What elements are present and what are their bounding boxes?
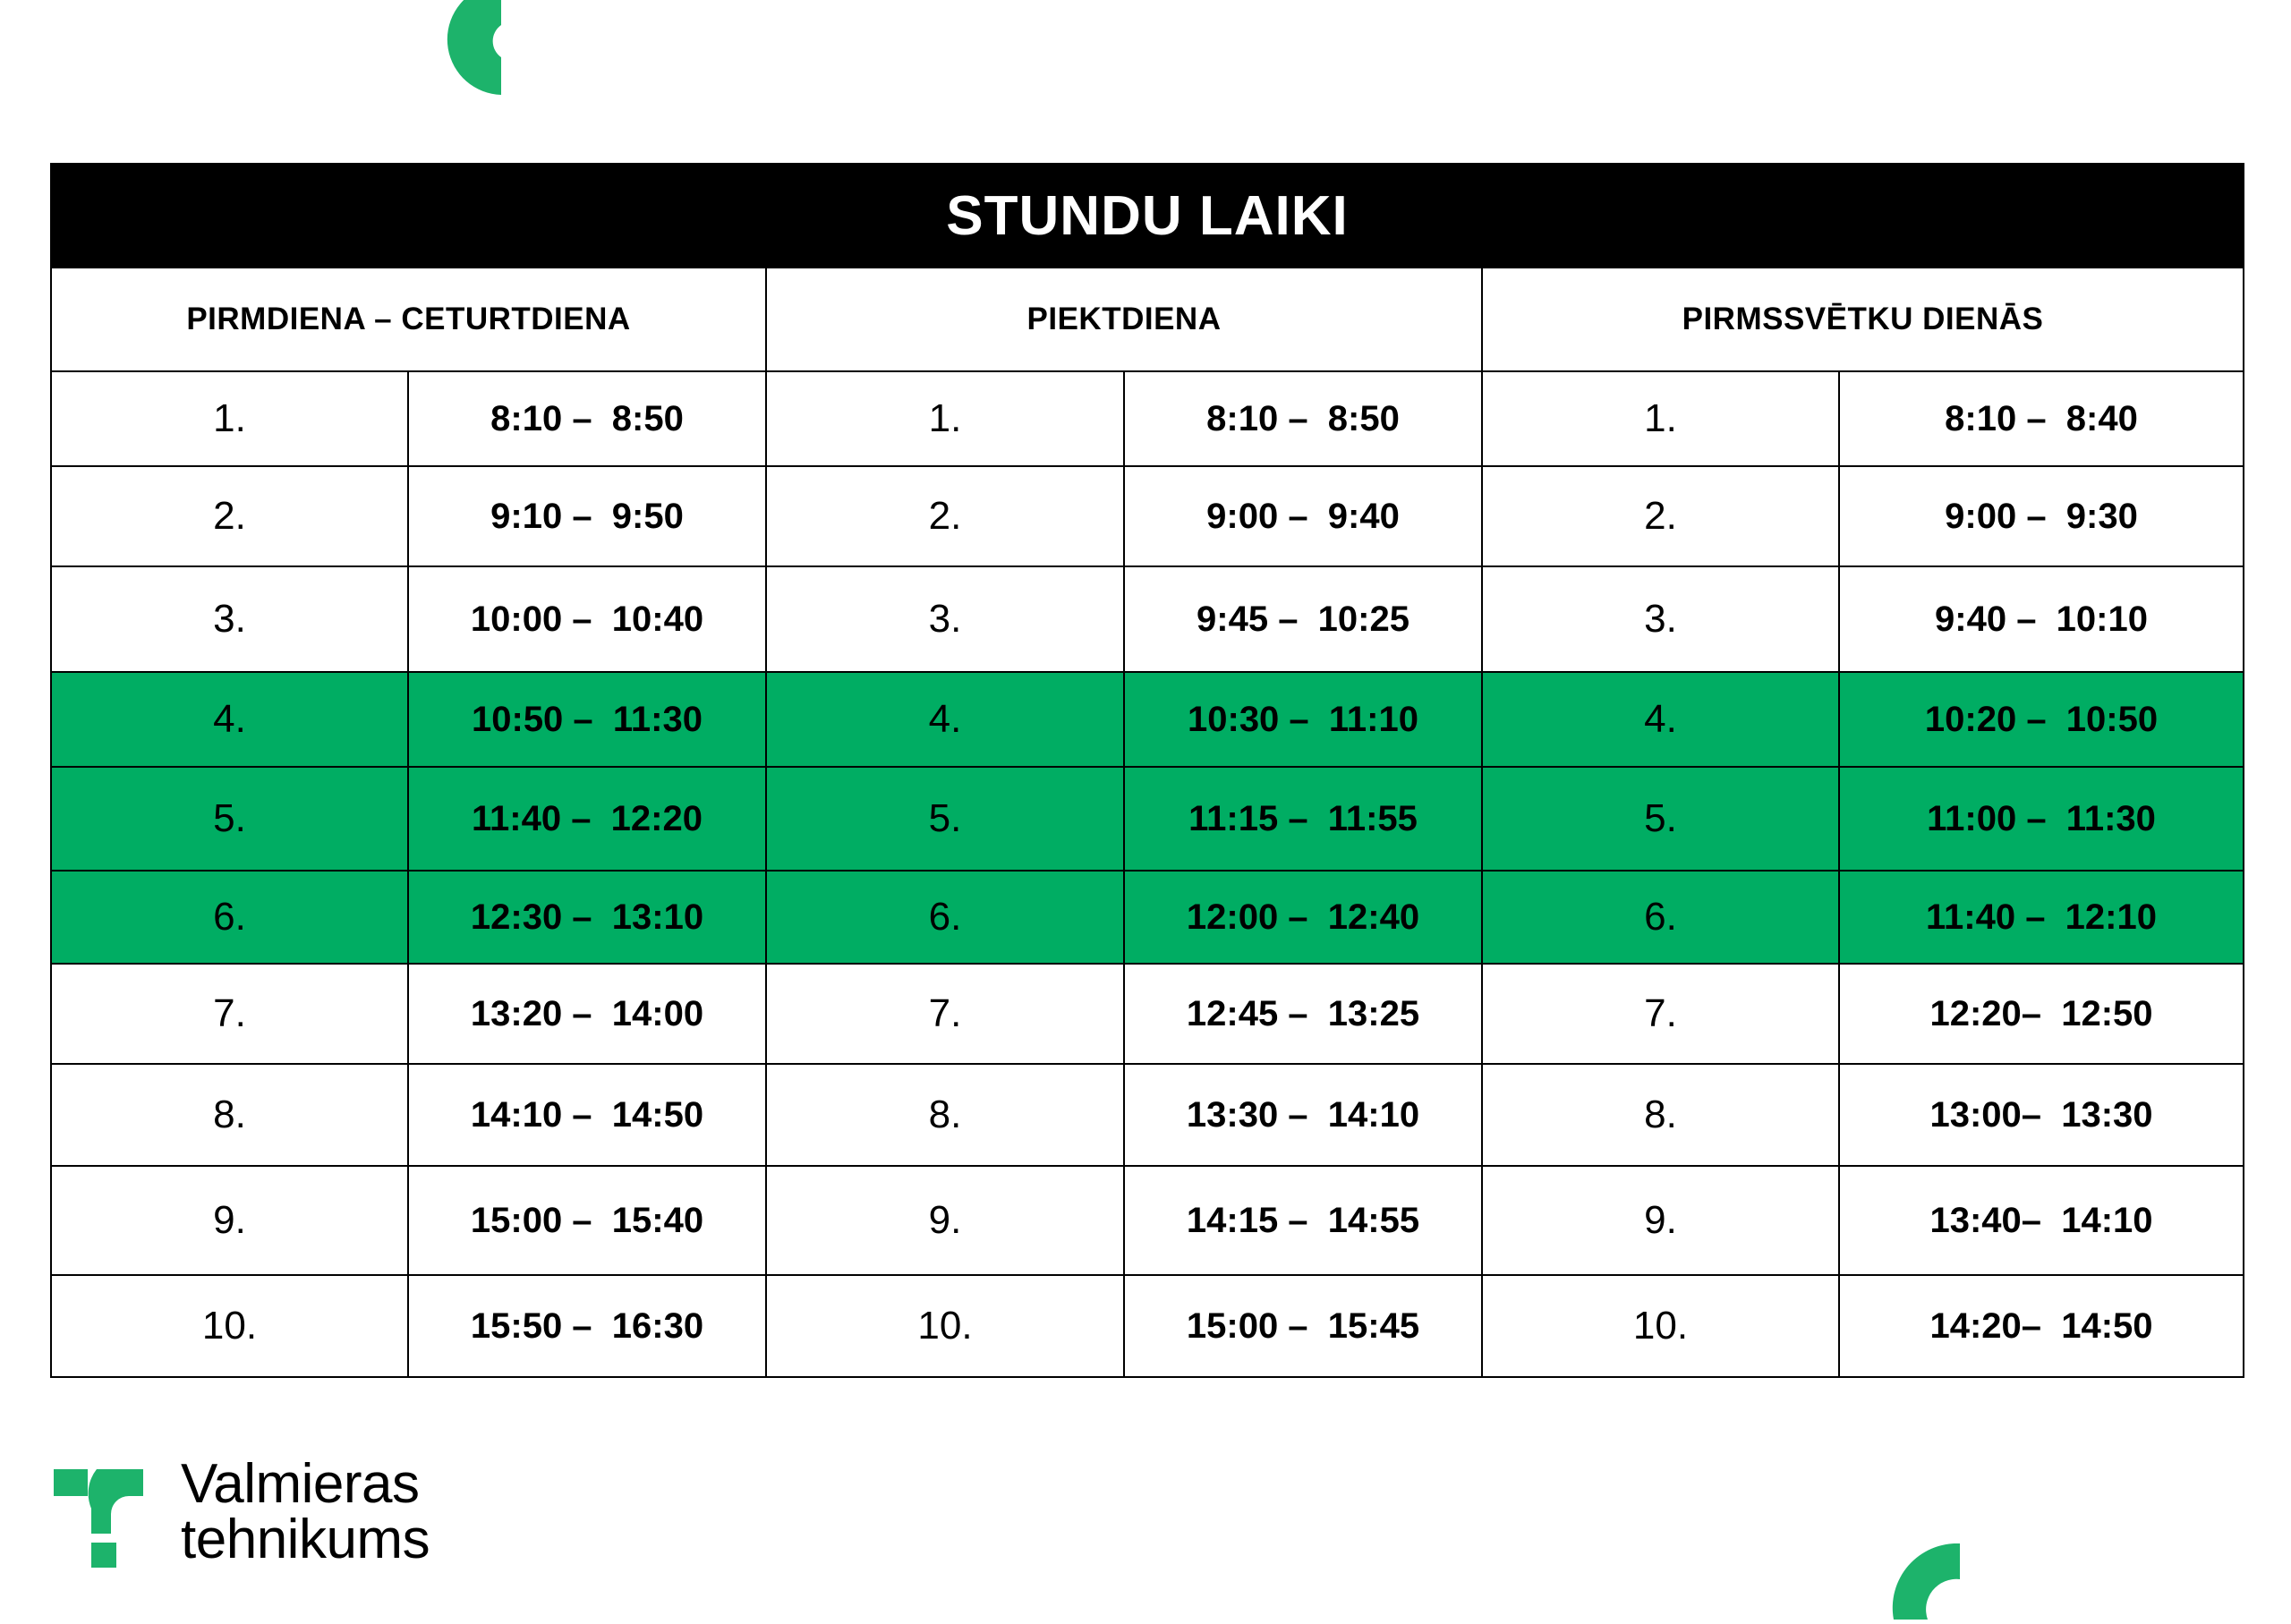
table-row xyxy=(51,871,2244,964)
period-number-pre-holiday: 6. xyxy=(1482,871,1839,964)
period-number-pre-holiday: 9. xyxy=(1482,1166,1839,1275)
period-number-mon-thu: 5. xyxy=(51,767,408,871)
period-time-mon-thu: 8:10 – 8:50 xyxy=(408,371,766,466)
period-number-mon-thu: 9. xyxy=(51,1166,408,1275)
decorative-arc-bottom xyxy=(1888,1543,1996,1624)
period-number-pre-holiday: 10. xyxy=(1482,1275,1839,1377)
period-time-mon-thu: 13:20 – 14:00 xyxy=(408,964,766,1064)
period-time-pre-holiday: 11:00 – 11:30 xyxy=(1839,767,2244,871)
period-time-friday: 10:30 – 11:10 xyxy=(1124,672,1482,767)
period-time-pre-holiday: 9:00 – 9:30 xyxy=(1839,466,2244,566)
period-time-mon-thu: 12:30 – 13:10 xyxy=(408,871,766,964)
period-time-mon-thu: 10:50 – 11:30 xyxy=(408,672,766,767)
table-row xyxy=(51,466,2244,566)
column-header-pre-holiday: PIRMSSVĒTKU DIENĀS xyxy=(1482,268,2244,371)
period-time-friday: 12:00 – 12:40 xyxy=(1124,871,1482,964)
period-time-pre-holiday: 8:10 – 8:40 xyxy=(1839,371,2244,466)
period-time-pre-holiday: 10:20 – 10:50 xyxy=(1839,672,2244,767)
table-row xyxy=(51,964,2244,1064)
period-number-pre-holiday: 8. xyxy=(1482,1064,1839,1166)
period-time-pre-holiday: 11:40 – 12:10 xyxy=(1839,871,2244,964)
period-number-pre-holiday: 4. xyxy=(1482,672,1839,767)
logo-line-2: tehnikums xyxy=(181,1509,430,1570)
column-header-mon-thu: PIRMDIENA – CETURTDIENA xyxy=(51,268,766,371)
period-time-pre-holiday: 12:20– 12:50 xyxy=(1839,964,2244,1064)
schedule-table xyxy=(50,163,2244,1378)
logo-wordmark xyxy=(181,1453,430,1570)
period-time-friday: 13:30 – 14:10 xyxy=(1124,1064,1482,1166)
period-time-pre-holiday: 13:40– 14:10 xyxy=(1839,1166,2244,1275)
period-number-mon-thu: 8. xyxy=(51,1064,408,1166)
period-time-friday: 12:45 – 13:25 xyxy=(1124,964,1482,1064)
table-row xyxy=(51,371,2244,466)
period-number-friday: 5. xyxy=(766,767,1124,871)
period-number-mon-thu: 4. xyxy=(51,672,408,767)
period-number-pre-holiday: 7. xyxy=(1482,964,1839,1064)
period-time-friday: 9:00 – 9:40 xyxy=(1124,466,1482,566)
decorative-arc-top xyxy=(428,0,535,98)
period-number-friday: 8. xyxy=(766,1064,1124,1166)
period-number-mon-thu: 3. xyxy=(51,566,408,672)
period-number-friday: 1. xyxy=(766,371,1124,466)
period-time-mon-thu: 9:10 – 9:50 xyxy=(408,466,766,566)
logo-line-1: Valmieras xyxy=(181,1453,420,1515)
period-time-friday: 8:10 – 8:50 xyxy=(1124,371,1482,466)
column-header-friday: PIEKTDIENA xyxy=(766,268,1482,371)
table-row xyxy=(51,1275,2244,1377)
vt-logo-mark-icon xyxy=(54,1464,147,1569)
period-number-pre-holiday: 3. xyxy=(1482,566,1839,672)
period-number-mon-thu: 10. xyxy=(51,1275,408,1377)
period-time-pre-holiday: 9:40 – 10:10 xyxy=(1839,566,2244,672)
period-number-pre-holiday: 1. xyxy=(1482,371,1839,466)
table-row xyxy=(51,767,2244,871)
period-number-pre-holiday: 2. xyxy=(1482,466,1839,566)
period-time-mon-thu: 15:00 – 15:40 xyxy=(408,1166,766,1275)
period-number-friday: 7. xyxy=(766,964,1124,1064)
table-row xyxy=(51,1064,2244,1166)
period-number-mon-thu: 6. xyxy=(51,871,408,964)
period-number-mon-thu: 2. xyxy=(51,466,408,566)
period-number-pre-holiday: 5. xyxy=(1482,767,1839,871)
period-time-mon-thu: 10:00 – 10:40 xyxy=(408,566,766,672)
period-time-mon-thu: 14:10 – 14:50 xyxy=(408,1064,766,1166)
period-time-mon-thu: 11:40 – 12:20 xyxy=(408,767,766,871)
table-row xyxy=(51,1166,2244,1275)
period-time-pre-holiday: 14:20– 14:50 xyxy=(1839,1275,2244,1377)
period-time-friday: 14:15 – 14:55 xyxy=(1124,1166,1482,1275)
period-time-friday: 11:15 – 11:55 xyxy=(1124,767,1482,871)
period-number-friday: 10. xyxy=(766,1275,1124,1377)
period-number-friday: 3. xyxy=(766,566,1124,672)
period-number-friday: 6. xyxy=(766,871,1124,964)
period-time-friday: 15:00 – 15:45 xyxy=(1124,1275,1482,1377)
period-time-pre-holiday: 13:00– 13:30 xyxy=(1839,1064,2244,1166)
period-time-mon-thu: 15:50 – 16:30 xyxy=(408,1275,766,1377)
period-number-friday: 9. xyxy=(766,1166,1124,1275)
period-number-mon-thu: 1. xyxy=(51,371,408,466)
period-number-mon-thu: 7. xyxy=(51,964,408,1064)
table-row xyxy=(51,672,2244,767)
period-time-friday: 9:45 – 10:25 xyxy=(1124,566,1482,672)
table-title: STUNDU LAIKI xyxy=(51,164,2244,268)
period-number-friday: 2. xyxy=(766,466,1124,566)
period-number-friday: 4. xyxy=(766,672,1124,767)
table-row xyxy=(51,566,2244,672)
